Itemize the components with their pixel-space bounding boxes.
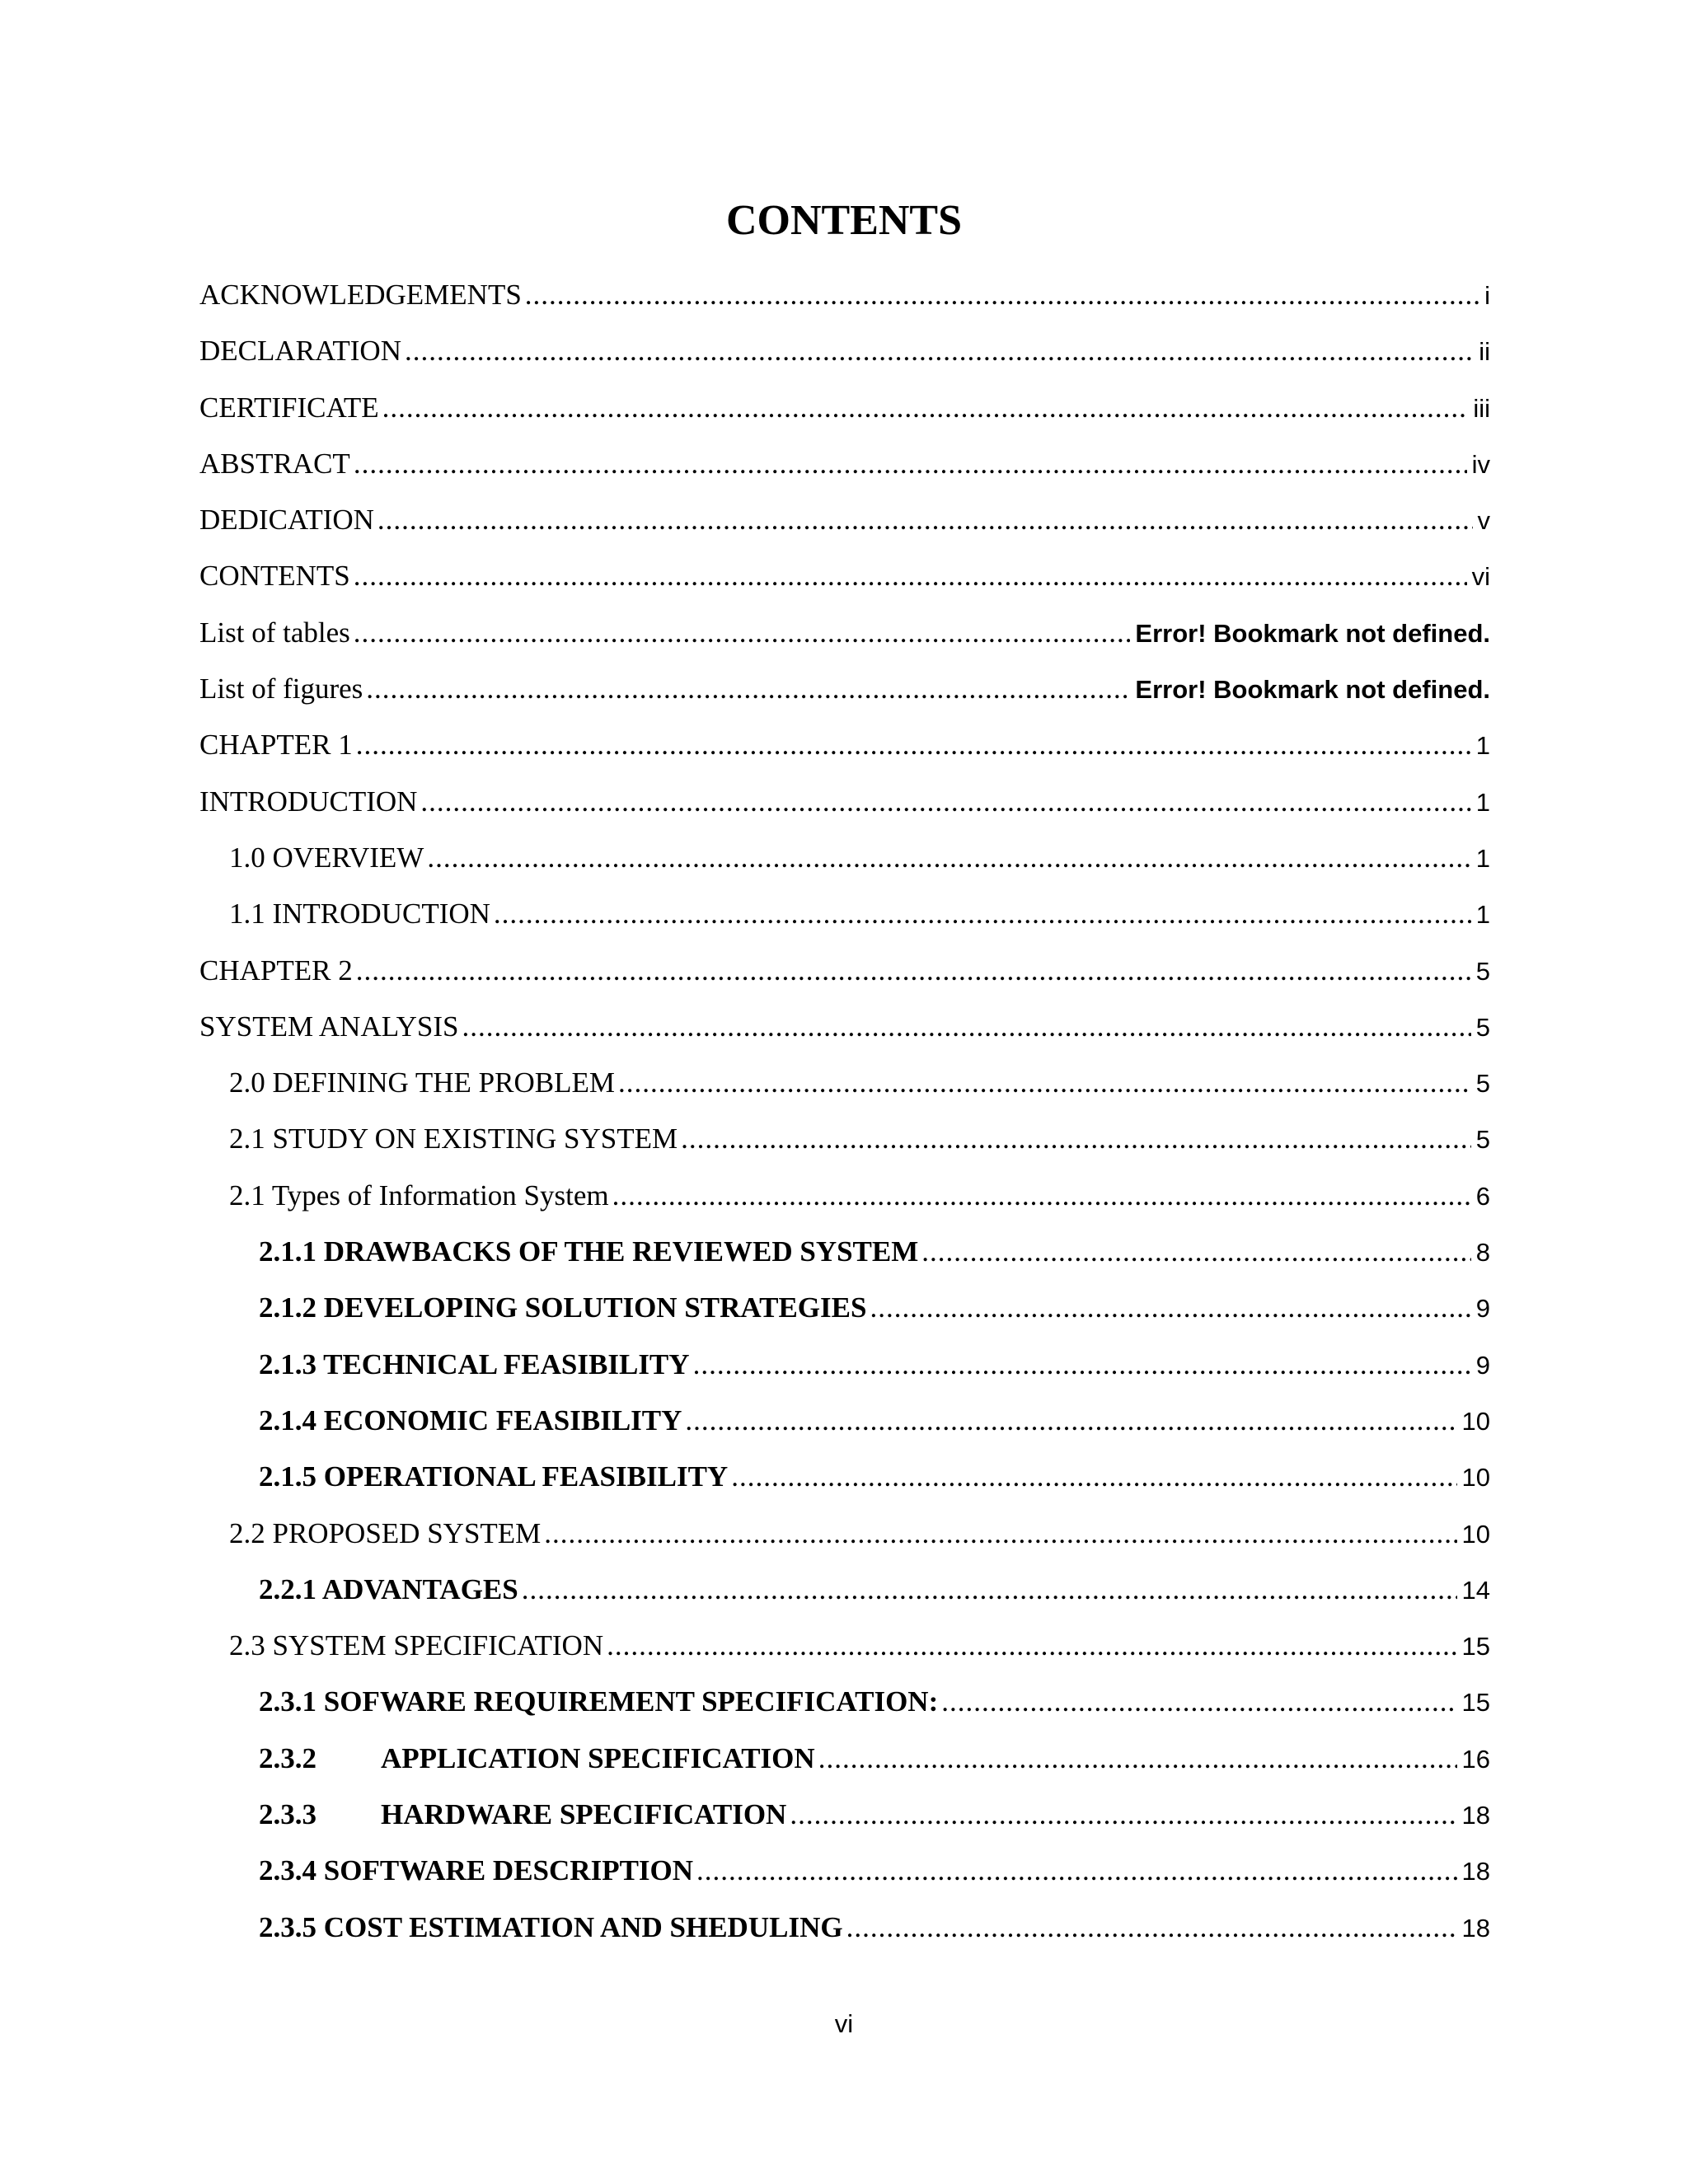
toc-entry-number: 2.3.2: [259, 1741, 316, 1774]
toc-entry-page: 1: [1475, 900, 1490, 930]
toc-entry-label: CONTENTS: [199, 560, 350, 593]
toc-entry-label: 2.1.1 DRAWBACKS OF THE REVIEWED SYSTEM: [259, 1235, 919, 1268]
toc-dot-leader: [618, 1066, 1471, 1099]
toc-entry[interactable]: [199, 1629, 1490, 1685]
toc-dot-leader: [354, 560, 1467, 593]
toc-entry-label: 2.1 STUDY ON EXISTING SYSTEM: [229, 1122, 678, 1155]
toc-entry[interactable]: [199, 729, 1490, 785]
toc-entry[interactable]: [199, 1122, 1490, 1179]
toc-entry-label: DECLARATION: [199, 335, 401, 368]
toc-entry-label: 2.3 SYSTEM SPECIFICATION: [229, 1629, 604, 1662]
toc-entry[interactable]: [199, 1854, 1490, 1910]
toc-entry-page: ii: [1479, 337, 1490, 367]
toc-entry[interactable]: [199, 1348, 1490, 1404]
toc-entry-page: 6: [1475, 1181, 1490, 1211]
toc-dot-leader: [354, 616, 1131, 649]
toc-entry[interactable]: [199, 560, 1490, 616]
toc-entry-page: v: [1477, 506, 1490, 536]
toc-entry-label: HARDWARE SPECIFICATION: [381, 1798, 787, 1831]
toc-entry[interactable]: [199, 954, 1490, 1010]
toc-entry-page: 8: [1475, 1238, 1490, 1268]
toc-entry[interactable]: [199, 1010, 1490, 1066]
toc-entry-page: 15: [1461, 1688, 1490, 1718]
toc-dot-leader: [921, 1235, 1470, 1268]
toc-entry-page: 18: [1461, 1801, 1490, 1830]
toc-dot-leader: [870, 1291, 1470, 1324]
toc-entry[interactable]: [199, 1235, 1490, 1291]
table-of-contents: [199, 279, 1490, 1967]
toc-entry[interactable]: [199, 279, 1490, 335]
toc-dot-leader: [494, 898, 1471, 930]
toc-entry-label-group: [259, 1798, 786, 1831]
toc-entry-label: INTRODUCTION: [199, 785, 418, 818]
toc-entry[interactable]: [199, 1517, 1490, 1573]
toc-dot-leader: [354, 448, 1467, 480]
toc-entry[interactable]: [199, 785, 1490, 841]
page-number: vi: [834, 2009, 854, 2038]
toc-entry[interactable]: [199, 1460, 1490, 1516]
toc-entry-page: 15: [1461, 1632, 1490, 1661]
toc-entry-page: 1: [1475, 731, 1490, 761]
toc-entry-label: 2.1.5 OPERATIONAL FEASIBILITY: [259, 1460, 729, 1493]
toc-dot-leader: [544, 1517, 1456, 1550]
toc-dot-leader: [405, 335, 1474, 368]
toc-entry[interactable]: [199, 391, 1490, 448]
toc-entry-label: SYSTEM ANALYSIS: [199, 1010, 459, 1043]
toc-entry-page: 9: [1475, 1350, 1490, 1380]
toc-entry[interactable]: [199, 841, 1490, 898]
toc-dot-leader: [685, 1404, 1456, 1437]
toc-entry-label: 2.1.4 ECONOMIC FEASIBILITY: [259, 1404, 682, 1436]
toc-entry-label: DEDICATION: [199, 504, 374, 537]
toc-entry-page: 1: [1475, 787, 1490, 817]
toc-entry-page: 9: [1475, 1294, 1490, 1324]
toc-dot-leader: [731, 1460, 1456, 1493]
toc-entry-label: 2.2.1 ADVANTAGES: [259, 1572, 518, 1605]
toc-entry-label: CERTIFICATE: [199, 391, 379, 424]
toc-entry-label: 2.3.4 SOFTWARE DESCRIPTION: [259, 1854, 694, 1887]
toc-dot-leader: [382, 391, 1469, 424]
toc-entry-label: 2.2 PROPOSED SYSTEM: [229, 1516, 542, 1549]
toc-dot-leader: [612, 1179, 1471, 1212]
toc-entry-page: 10: [1461, 1463, 1490, 1493]
toc-entry-label-group: [259, 1742, 815, 1775]
toc-entry[interactable]: [199, 1742, 1490, 1798]
toc-entry-label: CHAPTER 2: [199, 954, 353, 987]
toc-entry[interactable]: [199, 1404, 1490, 1460]
toc-dot-leader: [356, 729, 1471, 762]
toc-entry-label: List of figures: [199, 673, 363, 705]
toc-entry-label: 2.3.1 SOFWARE REQUIREMENT SPECIFICATION:: [259, 1685, 939, 1718]
toc-entry-page: 5: [1475, 956, 1490, 986]
toc-entry-page: i: [1484, 281, 1490, 310]
page-title: CONTENTS: [725, 197, 963, 244]
toc-entry[interactable]: [199, 616, 1490, 673]
toc-entry-page: 16: [1461, 1744, 1490, 1774]
toc-entry-page: 5: [1475, 1069, 1490, 1099]
toc-entry[interactable]: [199, 1798, 1490, 1854]
toc-dot-leader: [356, 954, 1471, 987]
toc-entry-label: 1.0 OVERVIEW: [229, 841, 424, 874]
toc-dot-leader: [818, 1742, 1457, 1775]
toc-entry-page: 10: [1461, 1406, 1490, 1436]
toc-entry-page: 5: [1475, 1012, 1490, 1042]
toc-entry[interactable]: [199, 673, 1490, 729]
toc-entry-page: 14: [1461, 1575, 1490, 1605]
toc-entry-label: 2.1.3 TECHNICAL FEASIBILITY: [259, 1347, 690, 1380]
toc-dot-leader: [377, 504, 1473, 537]
toc-dot-leader: [607, 1629, 1456, 1662]
toc-dot-leader: [790, 1798, 1456, 1831]
toc-entry[interactable]: [199, 504, 1490, 560]
toc-dot-leader: [696, 1854, 1456, 1887]
toc-entry-page: 10: [1461, 1519, 1490, 1549]
toc-entry[interactable]: [199, 448, 1490, 504]
toc-entry[interactable]: [199, 1911, 1490, 1967]
bookmark-error-message: Error! Bookmark not defined.: [1135, 618, 1490, 648]
toc-entry[interactable]: [199, 1066, 1490, 1122]
toc-dot-leader: [525, 279, 1479, 312]
toc-entry[interactable]: [199, 1685, 1490, 1741]
toc-entry-label: 2.1 Types of Information System: [229, 1179, 609, 1212]
toc-entry-number: 2.3.3: [259, 1798, 316, 1831]
toc-entry-label: 2.1.2 DEVELOPING SOLUTION STRATEGIES: [259, 1291, 867, 1324]
toc-dot-leader: [681, 1122, 1471, 1155]
bookmark-error-message: Error! Bookmark not defined.: [1135, 675, 1490, 705]
toc-dot-leader: [462, 1010, 1470, 1043]
toc-dot-leader: [846, 1911, 1457, 1944]
toc-entry-label: CHAPTER 1: [199, 729, 353, 762]
toc-entry-page: 5: [1475, 1125, 1490, 1155]
toc-entry[interactable]: [199, 898, 1490, 954]
toc-entry-page: 18: [1461, 1857, 1490, 1886]
toc-entry[interactable]: [199, 1291, 1490, 1347]
toc-entry-label: List of tables: [199, 616, 350, 649]
toc-dot-leader: [941, 1685, 1456, 1718]
toc-entry-label: APPLICATION SPECIFICATION: [381, 1741, 815, 1774]
toc-dot-leader: [522, 1573, 1457, 1606]
toc-entry-label: ABSTRACT: [199, 447, 350, 480]
toc-entry-label: 2.0 DEFINING THE PROBLEM: [229, 1066, 615, 1099]
toc-entry-page: iv: [1471, 449, 1490, 479]
toc-entry-label: ACKNOWLEDGEMENTS: [199, 279, 522, 311]
toc-entry-page: vi: [1471, 562, 1490, 592]
toc-dot-leader: [420, 785, 1470, 818]
toc-dot-leader: [427, 841, 1470, 874]
toc-entry-page: 18: [1461, 1913, 1490, 1943]
toc-entry[interactable]: [199, 1179, 1490, 1235]
toc-entry-page: 1: [1475, 843, 1490, 873]
toc-entry-page: iii: [1473, 393, 1490, 423]
toc-entry-label: 1.1 INTRODUCTION: [229, 898, 490, 930]
toc-entry[interactable]: [199, 1573, 1490, 1629]
toc-entry-label: 2.3.5 COST ESTIMATION AND SHEDULING: [259, 1910, 843, 1943]
toc-dot-leader: [366, 673, 1130, 705]
toc-dot-leader: [693, 1348, 1471, 1381]
toc-entry[interactable]: [199, 335, 1490, 391]
